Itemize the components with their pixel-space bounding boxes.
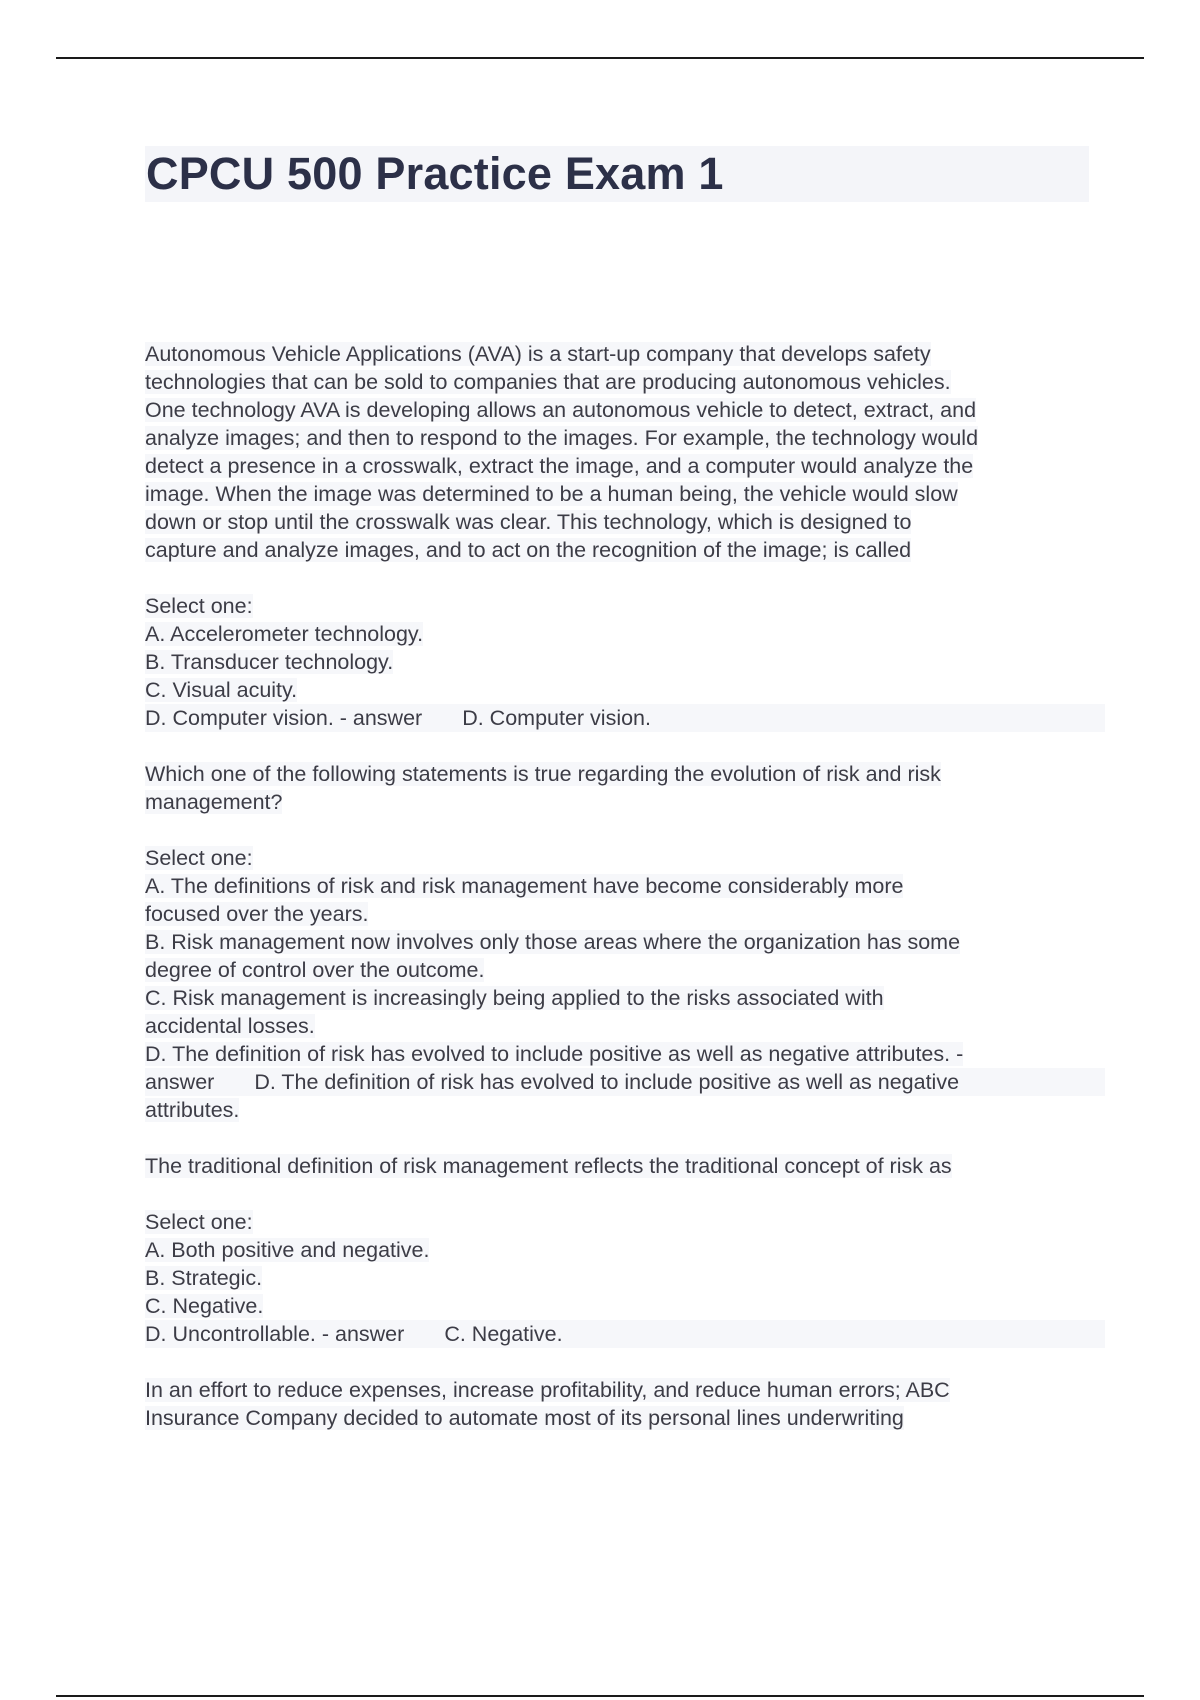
question-2-options (145, 844, 1105, 1124)
option-line: A. Both positive and negative. (145, 1238, 430, 1262)
question-2-stem (145, 760, 1105, 816)
question-1 (145, 340, 1105, 732)
stem-line: Which one of the following statements is true regarding the evolution of risk and risk (145, 762, 941, 786)
stem-line: The traditional definition of risk management reflects the traditional concept of risk as (145, 1154, 952, 1178)
option-line: accidental losses. (145, 1014, 315, 1038)
select-prompt: Select one: (145, 594, 253, 618)
answer-text: D. The definition of risk has evolved to include positive as well as negative (254, 1070, 960, 1094)
question-3 (145, 1152, 1105, 1348)
option-line: A. Accelerometer technology. (145, 622, 424, 646)
option-line: focused over the years. (145, 902, 369, 926)
option-line: C. Visual acuity. (145, 678, 298, 702)
question-3-options (145, 1208, 1105, 1348)
question-3-stem (145, 1152, 1105, 1180)
answer-continuation: attributes. (145, 1098, 240, 1122)
page-title: CPCU 500 Practice Exam 1 (146, 148, 724, 199)
select-prompt: Select one: (145, 1210, 253, 1234)
stem-line: capture and analyze images, and to act on the recognition of the image; is called (145, 538, 912, 562)
stem-line: image. When the image was determined to be a human being, the vehicle would slow (145, 482, 958, 506)
answer-marker: answer (145, 1070, 215, 1094)
question-1-options (145, 592, 1105, 732)
option-line: A. The definitions of risk and risk management have become considerably more (145, 874, 904, 898)
question-2 (145, 760, 1105, 1124)
select-prompt: Select one: (145, 846, 253, 870)
bottom-rule (56, 1695, 1144, 1697)
document-body (145, 340, 1105, 1432)
stem-line: In an effort to reduce expenses, increase profitability, and reduce human errors; ABC (145, 1378, 950, 1402)
stem-line: Insurance Company decided to automate most of its personal lines underwriting (145, 1406, 904, 1430)
top-rule (56, 57, 1144, 59)
answer-text: D. Computer vision. (462, 706, 651, 730)
answer-text: C. Negative. (444, 1322, 563, 1346)
option-line: B. Risk management now involves only those areas where the organization has some (145, 930, 961, 954)
stem-line: analyze images; and then to respond to the images. For example, the technology would (145, 426, 979, 450)
stem-line: down or stop until the crosswalk was clear. This technology, which is designed to (145, 510, 912, 534)
question-1-stem (145, 340, 1105, 564)
question-4 (145, 1376, 1105, 1432)
option-line: C. Risk management is increasingly being applied to the risks associated with (145, 986, 884, 1010)
stem-line: One technology AVA is developing allows an autonomous vehicle to detect, extract, and (145, 398, 977, 422)
stem-line: Autonomous Vehicle Applications (AVA) is a start-up company that develops safety (145, 342, 931, 366)
option-line: D. The definition of risk has evolved to include positive as well as negative attributes. - (145, 1042, 964, 1066)
option-line: B. Strategic. (145, 1266, 263, 1290)
option-line: degree of control over the outcome. (145, 958, 485, 982)
question-4-stem (145, 1376, 1105, 1432)
option-line: C. Negative. (145, 1294, 264, 1318)
answer-marker: D. Computer vision. - answer (145, 706, 423, 730)
stem-line: management? (145, 790, 283, 814)
stem-line: technologies that can be sold to companies that are producing autonomous vehicles. (145, 370, 951, 394)
option-line: B. Transducer technology. (145, 650, 394, 674)
answer-marker: D. Uncontrollable. - answer (145, 1322, 405, 1346)
stem-line: detect a presence in a crosswalk, extract the image, and a computer would analyze the (145, 454, 974, 478)
